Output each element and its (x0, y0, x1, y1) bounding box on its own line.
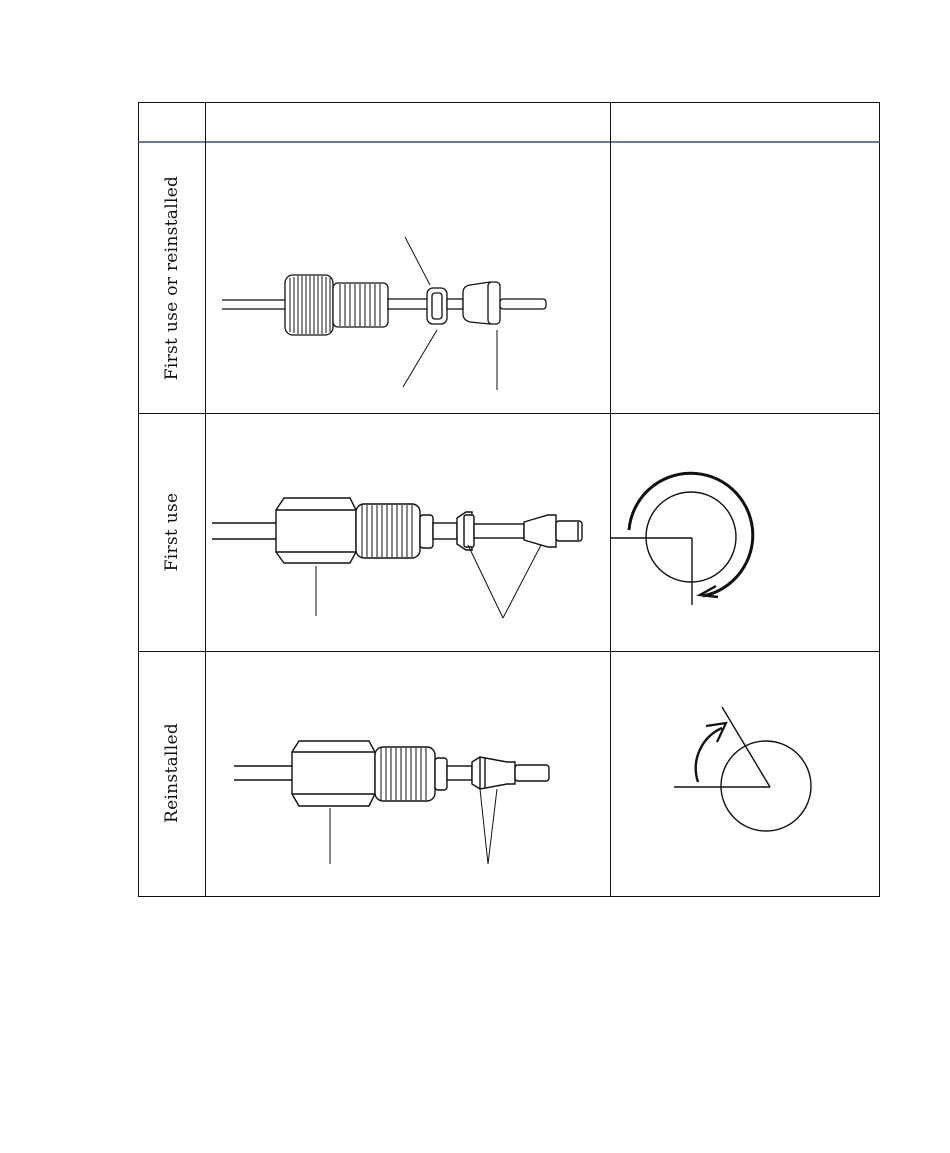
compression-fitting-icon (234, 741, 549, 806)
rotation-partial-turn-icon (674, 707, 811, 831)
compression-fitting-icon (212, 498, 582, 563)
header-cell-action (612, 104, 878, 140)
rotation-full-turn-icon (611, 473, 753, 605)
header-cell-illustration (207, 104, 609, 140)
fitting-exploded-icon (222, 275, 546, 335)
header-cell-label (140, 104, 204, 140)
